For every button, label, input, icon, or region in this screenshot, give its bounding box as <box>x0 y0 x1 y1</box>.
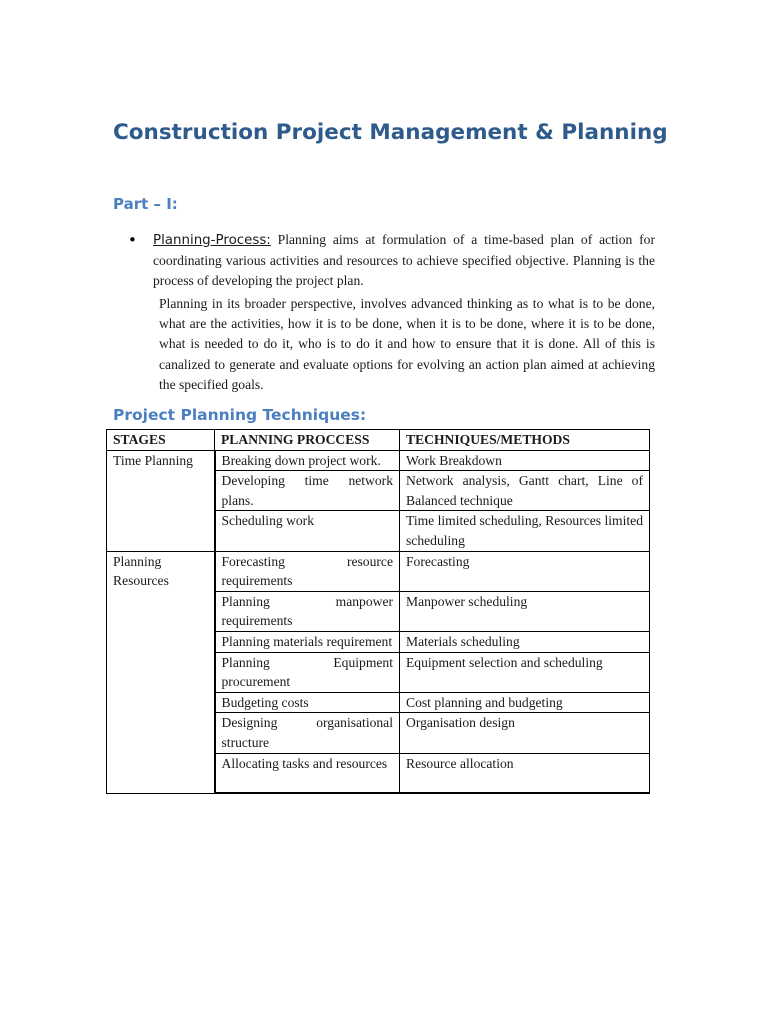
process-cell: Forecasting resource requirements <box>215 551 400 591</box>
technique-cell: Network analysis, Gantt chart, Line of Balanced technique <box>400 471 650 511</box>
body-paragraph: Planning in its broader perspective, involves advanced thinking as to what is to be done, what are the activities, how it is to be done, when it is to be done, where it is to be done, what is needed to do it, who is to do it and how to ensure that it is done. All of this is canalized to generate and evaluate options for evolving an action plan aimed at achieving the specified goals. <box>159 296 655 392</box>
header-stages: STAGES <box>107 430 215 451</box>
process-cell: Breaking down project work. <box>215 450 400 471</box>
technique-cell: Equipment selection and scheduling <box>400 652 650 692</box>
technique-cell: Organisation design <box>400 713 650 753</box>
technique-cell: Forecasting <box>400 551 650 591</box>
bullet-term: Planning-Process: <box>153 233 271 248</box>
process-cell: Planning manpower requirements <box>215 591 400 631</box>
process-text: Allocating tasks and resources <box>221 755 388 771</box>
techniques-table <box>106 429 650 794</box>
bullet-paragraph <box>153 230 655 292</box>
stage-cell: Planning Resources <box>107 551 215 793</box>
technique-cell: Manpower scheduling <box>400 591 650 631</box>
technique-cell: Work Breakdown <box>400 450 650 471</box>
process-cell: Designing organisational structure <box>215 713 400 753</box>
technique-cell: Resource allocation <box>400 753 650 793</box>
technique-cell: Cost planning and budgeting <box>400 692 650 713</box>
bullet-icon: • <box>128 231 137 249</box>
header-planning-process: PLANNING PROCCESS <box>215 430 400 451</box>
process-cell: Developing time network plans. <box>215 471 400 511</box>
table-header-row <box>107 430 650 451</box>
process-cell: Scheduling work <box>215 511 400 551</box>
process-cell: Budgeting costs <box>215 692 400 713</box>
header-techniques: TECHNIQUES/METHODS <box>400 430 650 451</box>
table-row <box>107 551 650 591</box>
part-heading: Part – I: <box>113 195 178 213</box>
document-title: Construction Project Management & Planning <box>113 120 668 145</box>
section-heading: Project Planning Techniques: <box>113 406 367 424</box>
technique-cell: Time limited scheduling, Resources limited scheduling <box>400 511 650 551</box>
process-cell: Planning materials requirement <box>215 631 400 652</box>
stage-cell: Time Planning <box>107 450 215 551</box>
technique-cell: Materials scheduling <box>400 631 650 652</box>
bullet-text: Planning aims at formulation of a time-based plan of action for coordinating various activities and resources to achieve specified objective. Planning is the process of developing the project plan. <box>153 232 655 289</box>
process-cell: Planning Equipment procurement <box>215 652 400 692</box>
process-cell <box>215 753 400 793</box>
table-row <box>107 450 650 471</box>
